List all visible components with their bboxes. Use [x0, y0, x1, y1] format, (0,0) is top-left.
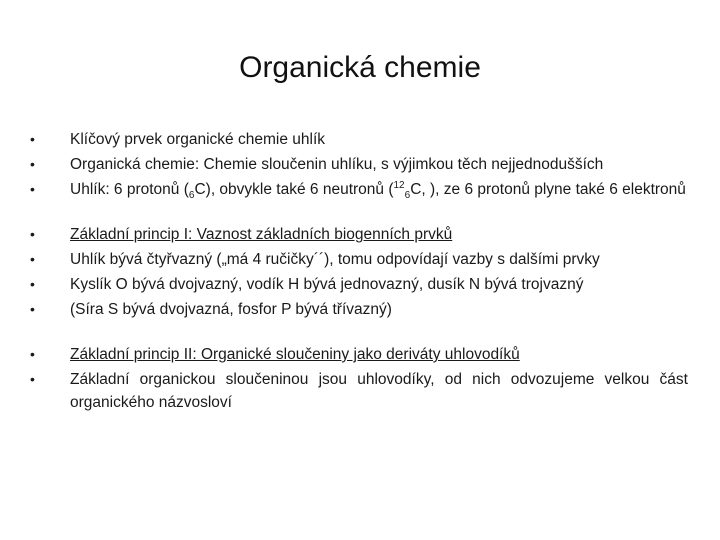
- list-item: [28, 298, 688, 321]
- bullet-icon: •: [30, 251, 35, 267]
- list-item: [28, 128, 688, 151]
- bullet-group-3: [28, 343, 688, 414]
- bullet-icon: •: [30, 156, 35, 172]
- bullet-group-2: [28, 223, 688, 321]
- list-item: [28, 178, 688, 201]
- subscript-atomic-number: 6: [188, 190, 195, 202]
- subscript-atomic-number: 6: [404, 190, 411, 202]
- slide-title: Organická chemie: [239, 51, 481, 84]
- bullet-icon: •: [30, 301, 35, 317]
- item-text: Uhlík bývá čtyřvazný („má 4 ručičky´´), tomu odpovídají vazby s dalšími prvky: [70, 251, 600, 268]
- bullet-icon: •: [30, 276, 35, 292]
- slide-body: [28, 128, 688, 416]
- bullet-icon: •: [30, 371, 35, 387]
- item-text: [70, 179, 686, 202]
- item-heading: Základní princip II: Organické sloučeniny jako deriváty uhlovodíků: [70, 346, 520, 363]
- item-text: Organická chemie: Chemie sloučenin uhlíku, s výjimkou těch nejjednodušších: [70, 156, 604, 173]
- text-part: C), obvykle také 6 neutronů (: [194, 181, 394, 198]
- item-text: (Síra S bývá dvojvazná, fosfor P bývá třívazný): [70, 301, 392, 318]
- bullet-icon: •: [30, 346, 35, 362]
- list-item: [28, 273, 688, 296]
- item-text: Základní organickou sloučeninou jsou uhlovodíky, od nich odvozujeme velkou část organického názvosloví: [70, 371, 688, 411]
- superscript-mass-number: 12: [393, 179, 405, 191]
- list-item: [28, 248, 688, 271]
- item-text: Klíčový prvek organické chemie uhlík: [70, 131, 326, 148]
- text-part: C, ), ze 6 protonů plyne také 6 elektronů: [410, 181, 686, 198]
- item-text: Kyslík O bývá dvojvazný, vodík H bývá jednovazný, dusík N bývá trojvazný: [70, 276, 584, 293]
- bullet-icon: •: [30, 131, 35, 147]
- bullet-group-1: [28, 128, 688, 201]
- list-item: [28, 153, 688, 176]
- list-item: [28, 368, 688, 414]
- list-item: [28, 223, 688, 246]
- bullet-icon: •: [30, 181, 35, 197]
- text-part: Uhlík: 6 protonů (: [70, 181, 189, 198]
- item-heading: Základní princip I: Vaznost základních biogenních prvků: [70, 226, 453, 243]
- list-item: [28, 343, 688, 366]
- bullet-icon: •: [30, 226, 35, 242]
